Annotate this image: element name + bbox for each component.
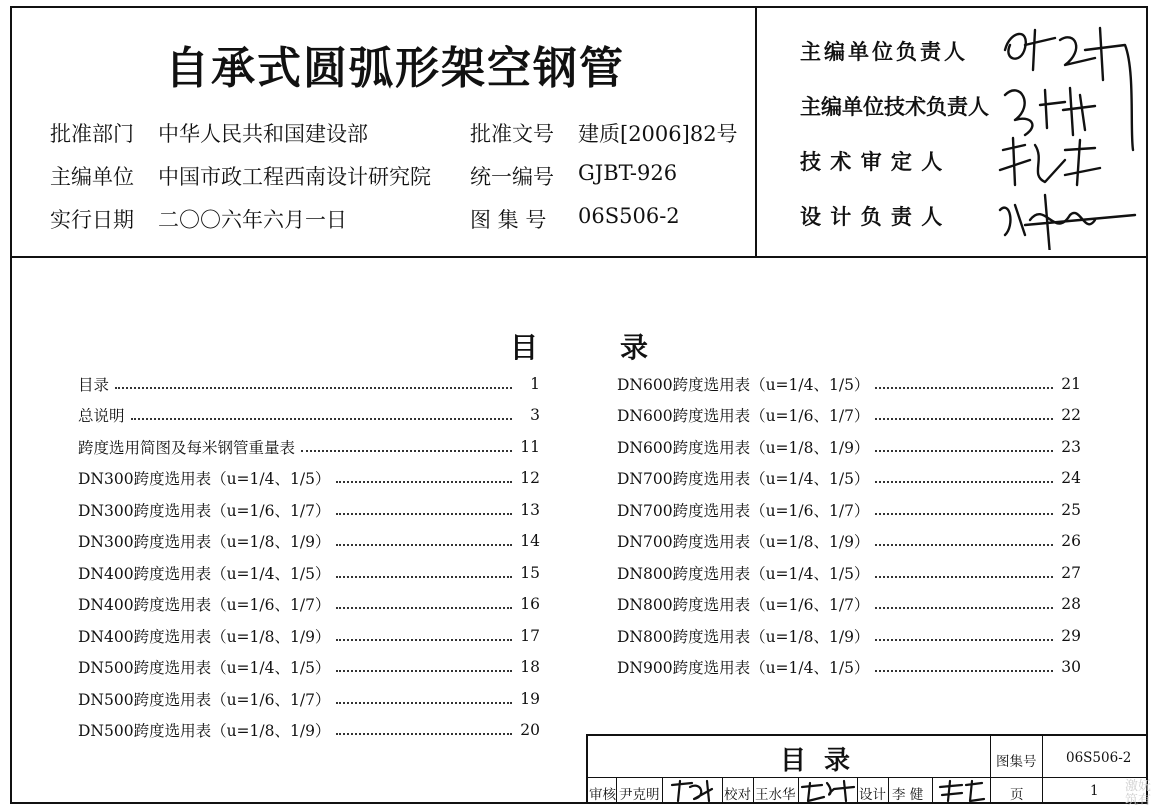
toc-entry <box>617 557 1081 589</box>
toc-leader-dots <box>336 481 512 483</box>
toc-entry-title: DN800跨度选用表（u=1/6、1/7） <box>617 596 870 615</box>
toc-right-column <box>617 368 1081 683</box>
toc-entry-title: 目录 <box>78 375 110 394</box>
toc-entry-title: DN700跨度选用表（u=1/4、1/5） <box>617 470 870 489</box>
toc-leader-dots <box>875 450 1053 452</box>
toc-entry <box>78 715 540 747</box>
toc-entry-title: DN500跨度选用表（u=1/4、1/5） <box>78 659 331 678</box>
toc-leader-dots <box>875 639 1053 641</box>
toc-entry <box>617 526 1081 558</box>
toc-entry-title: DN600跨度选用表（u=1/8、1/9） <box>617 438 870 457</box>
toc-entry <box>617 400 1081 432</box>
toc-entry-page: 29 <box>1061 626 1081 645</box>
toc-entry-page: 3 <box>530 406 540 425</box>
toc-leader-dots <box>875 387 1053 389</box>
toc-leader-dots <box>336 576 512 578</box>
toc-entry-title: DN400跨度选用表（u=1/6、1/7） <box>78 596 331 615</box>
toc-entry-page: 26 <box>1061 532 1081 551</box>
toc-entry-page: 25 <box>1061 500 1081 519</box>
role-unit-tech-head: 主编单位技术负责人 <box>800 95 989 119</box>
toc-entry <box>617 368 1081 400</box>
toc-entry-title: DN700跨度选用表（u=1/8、1/9） <box>617 533 870 552</box>
toc-entry-page: 21 <box>1061 374 1081 393</box>
toc-leader-dots <box>336 702 512 704</box>
toc-entry-page: 18 <box>520 658 540 677</box>
header-signatures <box>985 10 1145 250</box>
toc-leader-dots <box>131 418 512 420</box>
toc-entry <box>78 589 540 621</box>
toc-entry-page: 17 <box>520 626 540 645</box>
design-name: 李 健 <box>892 787 924 803</box>
toc-entry-page: 24 <box>1061 469 1081 488</box>
toc-entry-page: 23 <box>1061 437 1081 456</box>
tb-atlas-no-value: 06S506-2 <box>1066 750 1132 766</box>
toc-leader-dots <box>875 481 1053 483</box>
toc-entry-page: 11 <box>520 437 540 456</box>
toc-entry-title: DN600跨度选用表（u=1/6、1/7） <box>617 407 870 426</box>
watermark <box>1125 780 1151 808</box>
atlas-no-value: 06S506-2 <box>578 204 680 228</box>
approval-dept-label: 批准部门 <box>50 122 134 146</box>
toc-entry-title: DN300跨度选用表（u=1/8、1/9） <box>78 533 331 552</box>
header-divider <box>10 256 1148 258</box>
watermark-line-1: 激妩 <box>1124 779 1151 794</box>
page-label: 页 <box>1010 787 1024 803</box>
toc-entry-title: 总说明 <box>78 407 125 426</box>
toc-entry <box>78 526 540 558</box>
toc-entry-page: 19 <box>520 689 540 708</box>
toc-entry-title: DN500跨度选用表（u=1/6、1/7） <box>78 690 331 709</box>
toc-entry <box>617 620 1081 652</box>
toc-leader-dots <box>875 544 1053 546</box>
review-label: 审核 <box>589 787 616 803</box>
role-design-head: 设 计 负 责 人 <box>800 205 944 229</box>
toc-leader-dots <box>336 733 512 735</box>
cell-divider <box>616 777 617 804</box>
role-unit-head: 主编单位负责人 <box>800 40 968 64</box>
tb-atlas-no-label: 图集号 <box>996 754 1037 770</box>
toc-entry-page: 28 <box>1061 595 1081 614</box>
check-name: 王水华 <box>755 787 796 803</box>
toc-leader-dots <box>336 544 512 546</box>
header-vertical-divider <box>755 6 757 256</box>
watermark-line-2: 筑有 <box>1124 793 1151 808</box>
toc-leader-dots <box>336 639 512 641</box>
review-name: 尹克明 <box>619 787 660 803</box>
toc-entry <box>78 400 540 432</box>
approval-doc-value: 建质[2006]82号 <box>578 122 738 146</box>
drawing-title: 目 录 <box>779 746 851 776</box>
signature-review <box>672 781 712 801</box>
toc-heading-left: 目 <box>510 331 539 364</box>
toc-entry <box>617 652 1081 684</box>
toc-heading-right: 录 <box>620 331 649 364</box>
toc-entry-title: DN900跨度选用表（u=1/4、1/5） <box>617 659 870 678</box>
toc-entry <box>78 620 540 652</box>
toc-entry <box>78 494 540 526</box>
check-label: 校对 <box>724 787 751 803</box>
toc-leader-dots <box>875 670 1053 672</box>
toc-entry <box>78 652 540 684</box>
toc-entry-page: 1 <box>530 374 540 393</box>
toc-entry-page: 15 <box>520 563 540 582</box>
effective-date-value: 二〇〇六年六月一日 <box>158 208 347 232</box>
toc-leader-dots <box>875 576 1053 578</box>
toc-entry <box>617 589 1081 621</box>
unified-no-label: 统一编号 <box>470 165 554 189</box>
toc-entry <box>617 494 1081 526</box>
toc-entry-page: 22 <box>1061 406 1081 425</box>
toc-left-column <box>78 368 540 746</box>
toc-leader-dots <box>336 513 512 515</box>
role-tech-reviewer: 技 术 审 定 人 <box>800 150 944 174</box>
toc-entry <box>78 683 540 715</box>
toc-leader-dots <box>875 513 1053 515</box>
toc-entry <box>617 431 1081 463</box>
toc-entry <box>78 463 540 495</box>
toc-entry-page: 30 <box>1061 658 1081 677</box>
toc-entry-page: 12 <box>520 469 540 488</box>
title-block-col-divider <box>1042 734 1043 804</box>
toc-entry <box>78 431 540 463</box>
signature-design <box>940 781 984 801</box>
toc-entry-page: 13 <box>520 500 540 519</box>
toc-entry-title: DN400跨度选用表（u=1/8、1/9） <box>78 627 331 646</box>
toc-entry-title: DN800跨度选用表（u=1/4、1/5） <box>617 564 870 583</box>
chief-unit-label: 主编单位 <box>50 165 134 189</box>
toc-entry-title: DN500跨度选用表（u=1/8、1/9） <box>78 722 331 741</box>
chief-unit-value: 中国市政工程西南设计研究院 <box>158 165 431 189</box>
toc-entry-page: 14 <box>520 532 540 551</box>
toc-leader-dots <box>875 607 1053 609</box>
atlas-no-label: 图 集 号 <box>470 208 547 232</box>
toc-leader-dots <box>301 450 512 452</box>
toc-leader-dots <box>115 387 512 389</box>
toc-entry-title: DN400跨度选用表（u=1/4、1/5） <box>78 564 331 583</box>
unified-no-value: GJBT-926 <box>578 161 678 185</box>
toc-entry <box>78 368 540 400</box>
toc-entry-title: DN600跨度选用表（u=1/4、1/5） <box>617 375 870 394</box>
toc-entry-title: DN800跨度选用表（u=1/8、1/9） <box>617 627 870 646</box>
approval-doc-label: 批准文号 <box>470 122 554 146</box>
page-number: 1 <box>1090 783 1099 799</box>
toc-leader-dots <box>875 418 1053 420</box>
toc-entry-title: 跨度选用简图及每米钢管重量表 <box>78 438 296 457</box>
toc-leader-dots <box>336 607 512 609</box>
effective-date-label: 实行日期 <box>50 208 134 232</box>
toc-entry-page: 27 <box>1061 563 1081 582</box>
toc-entry-title: DN700跨度选用表（u=1/6、1/7） <box>617 501 870 520</box>
toc-entry-title: DN300跨度选用表（u=1/6、1/7） <box>78 501 331 520</box>
signature-unit-tech-head <box>1005 88 1095 135</box>
signature-check <box>802 781 854 801</box>
toc-entry-page: 20 <box>520 721 540 740</box>
signature-design-head <box>1000 195 1135 250</box>
toc-leader-dots <box>336 670 512 672</box>
toc-entry-page: 16 <box>520 595 540 614</box>
toc-entry-title: DN300跨度选用表（u=1/4、1/5） <box>78 470 331 489</box>
approval-dept-value: 中华人民共和国建设部 <box>158 122 368 146</box>
title-block-signatures <box>662 777 992 804</box>
design-label: 设计 <box>859 787 886 803</box>
toc-entry <box>78 557 540 589</box>
atlas-title: 自承式圆弧形架空钢管 <box>165 43 625 94</box>
toc-entry <box>617 463 1081 495</box>
signature-tech-reviewer <box>1000 138 1100 185</box>
